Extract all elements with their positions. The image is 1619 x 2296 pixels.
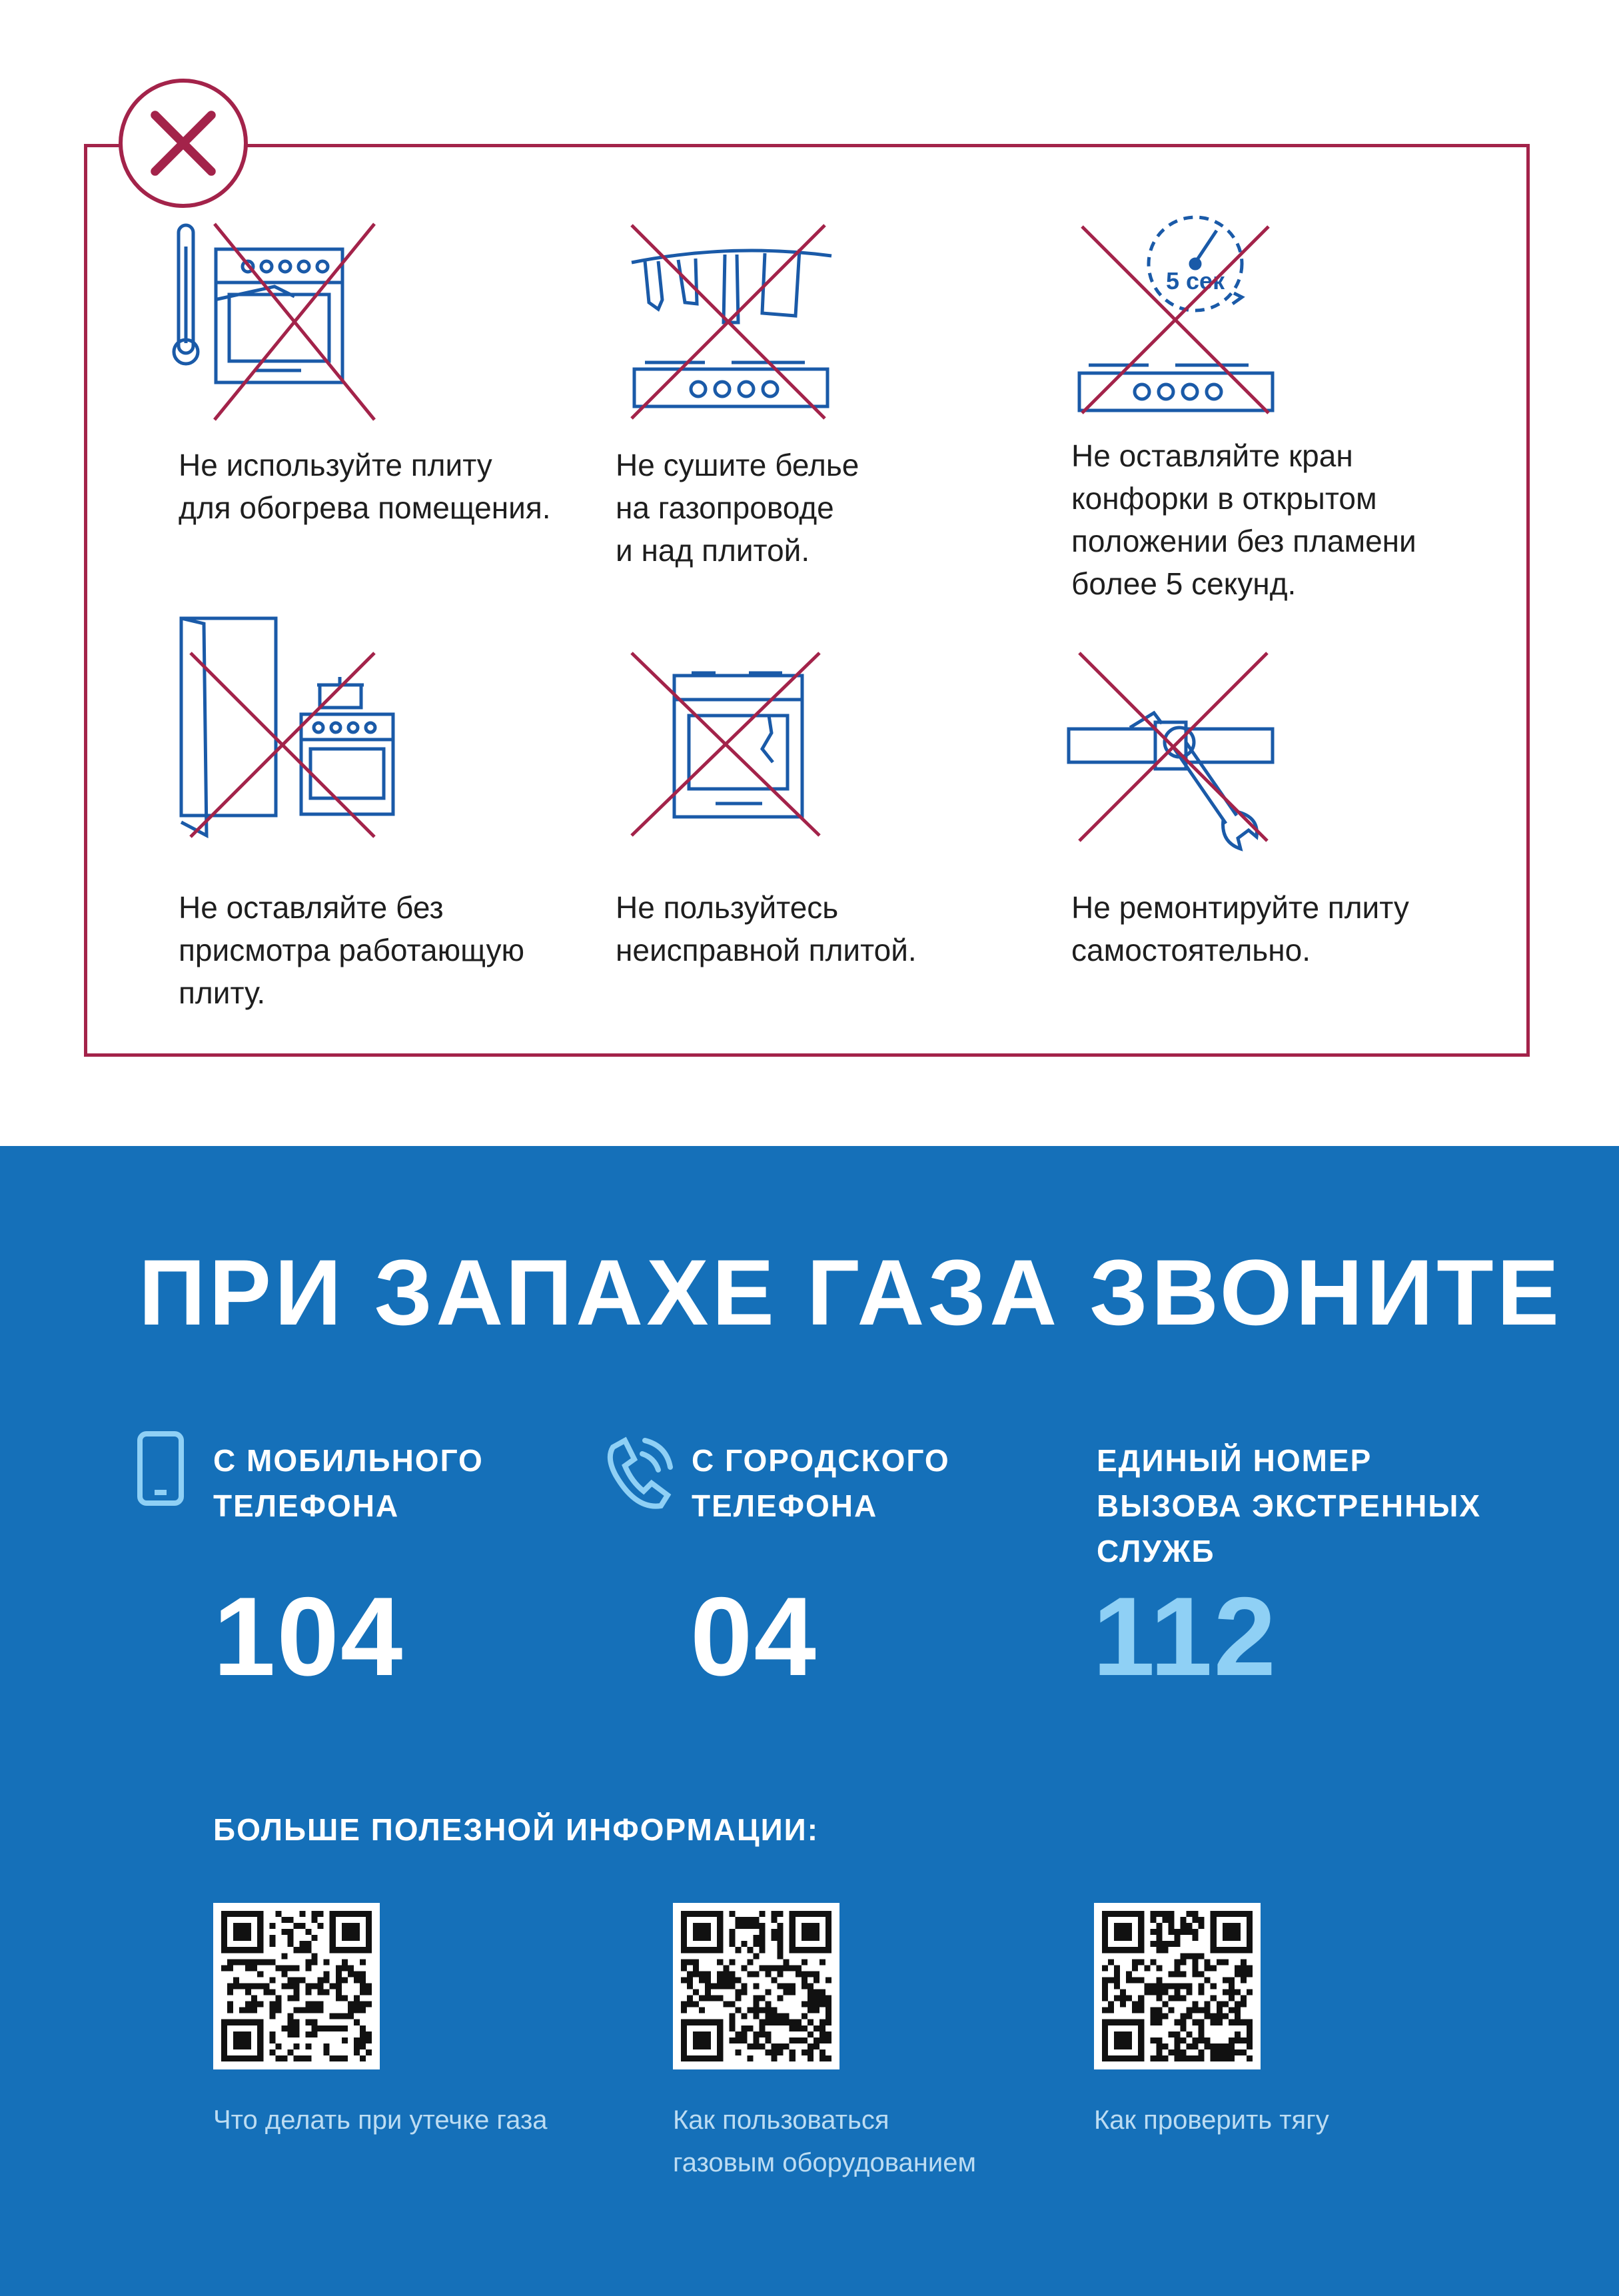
wrench-pipe-icon — [1066, 649, 1277, 869]
cross-icon — [119, 79, 248, 208]
stove-with-thermometer-icon — [175, 220, 388, 420]
rule-text: Не оставляйте без присмотра работающую плиту. — [179, 890, 524, 1010]
rule-text: Не используйте плиту для обогрева помещения. — [179, 448, 551, 525]
mobile-phone-icon — [136, 1431, 187, 1506]
phone-number: 104 — [213, 1574, 404, 1699]
broken-stove-icon — [632, 649, 831, 840]
contact-label: ЕДИНЫЙ НОМЕР ВЫЗОВА ЭКСТРЕННЫХ СЛУЖБ — [1097, 1443, 1482, 1568]
unattended-stove-icon — [177, 616, 397, 840]
qr-caption: Как пользоваться газовым оборудованием — [673, 2105, 976, 2177]
more-info-title: БОЛЬШЕ ПОЛЕЗНОЙ ИНФОРМАЦИИ: — [213, 1812, 819, 1847]
rule-text: Не пользуйтесь неисправной плитой. — [616, 890, 917, 967]
qr-caption: Что делать при утечке газа — [213, 2105, 548, 2135]
qr-code-icon[interactable] — [673, 1903, 839, 2069]
page-title: ПРИ ЗАПАХЕ ГАЗА ЗВОНИТЕ — [139, 1240, 1563, 1345]
qr-caption: Как проверить тягу — [1094, 2105, 1329, 2135]
qr-code-icon[interactable] — [1094, 1903, 1261, 2069]
rule-text: Не оставляйте кран конфорки в открытом положении без пламени более 5 секунд. — [1071, 438, 1416, 601]
contact-label: С ГОРОДСКОГО ТЕЛЕФОНА — [692, 1443, 950, 1523]
rule-text: Не ремонтируйте плиту самостоятельно. — [1071, 890, 1409, 967]
open-burner-timer-icon — [1075, 207, 1289, 420]
qr-code-icon[interactable] — [213, 1903, 380, 2069]
phone-number: 04 — [690, 1574, 817, 1699]
phone-number: 112 — [1093, 1574, 1278, 1699]
laundry-over-stove-icon — [632, 223, 831, 420]
landline-phone-icon — [605, 1435, 672, 1508]
contact-label: С МОБИЛЬНОГО ТЕЛЕФОНА — [213, 1443, 484, 1523]
rule-text: Не сушите белье на газопроводе и над плитой. — [616, 448, 859, 568]
timer-label: 5 сек — [1166, 267, 1225, 294]
